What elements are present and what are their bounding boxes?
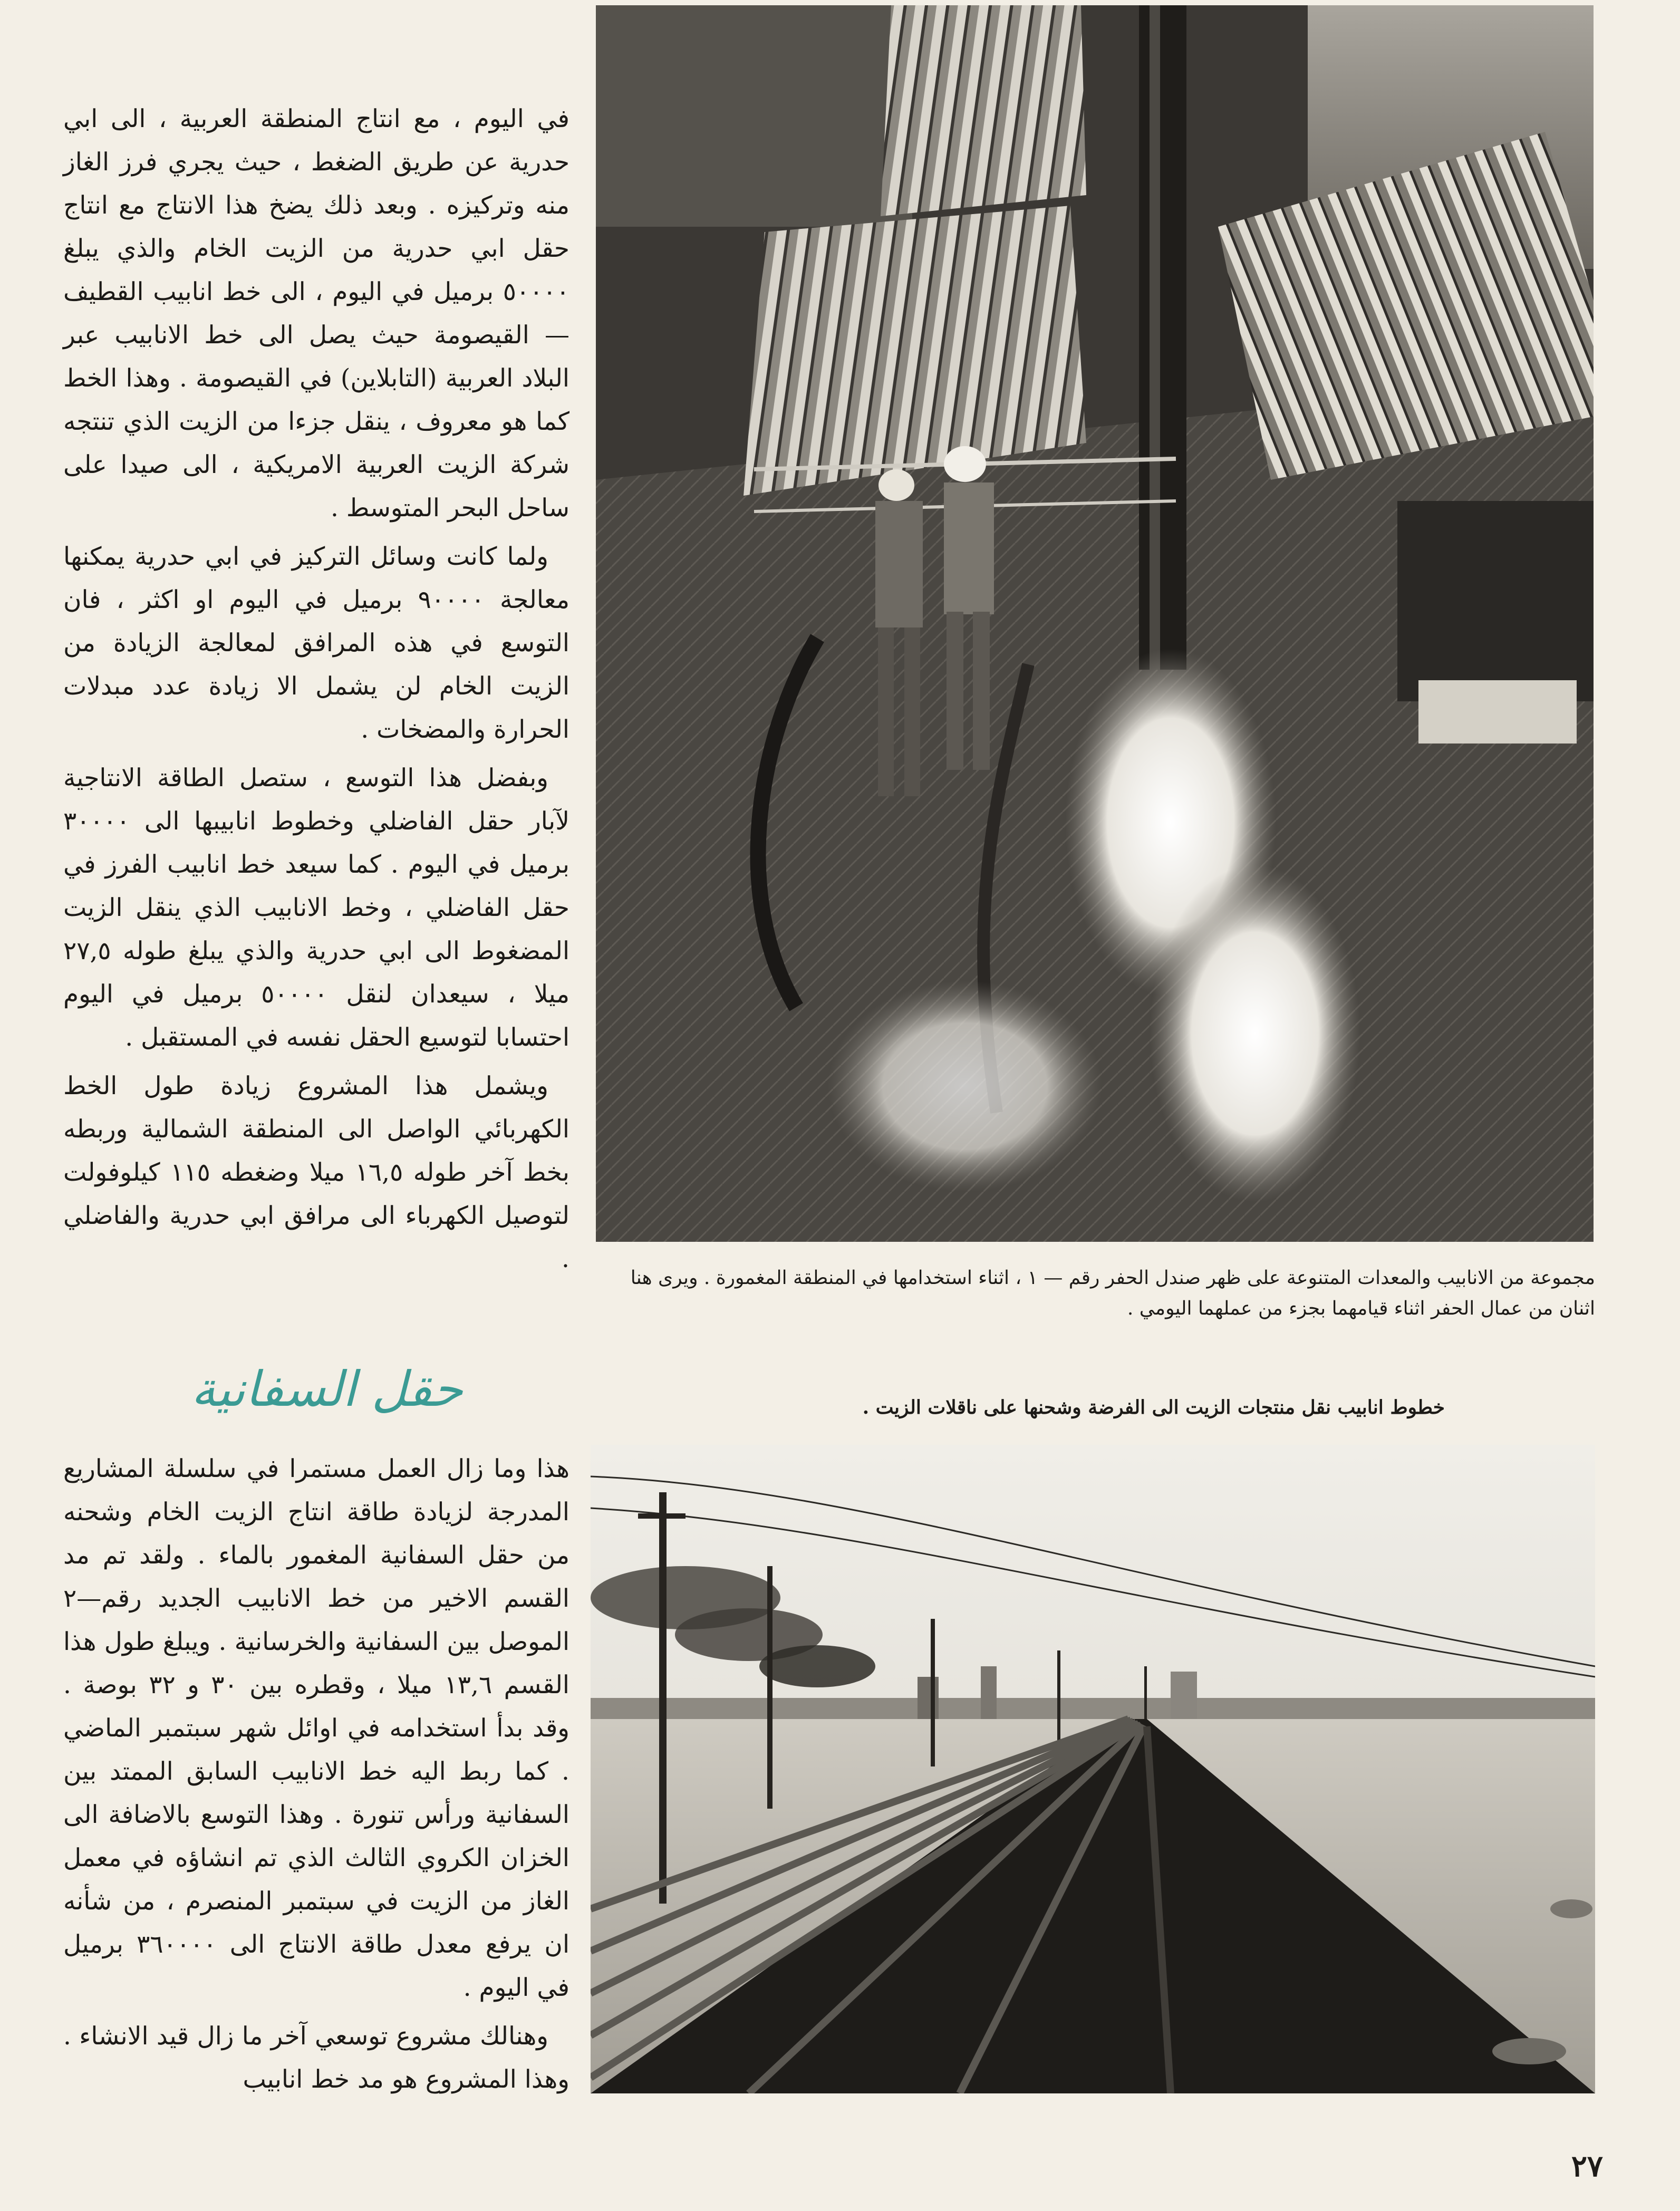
- paragraph: ولما كانت وسائل التركيز في ابي حدرية يمكنها معالجة ٩٠٠٠٠ برميل في اليوم او اكثر ، فان التوسع في هذه المرافق لمعالجة الزيادة من الزيت الخام لن يشمل الا زيادة عدد مبدلات الحرارة والمضخات .: [63, 542, 569, 744]
- pipelines-photo: [591, 1445, 1595, 2093]
- page-number: ٢٧: [1571, 2149, 1603, 2184]
- photo2-caption: خطوط انابيب نقل منتجات الزيت الى الفرضة وشحنها على ناقلات الزيت .: [862, 1396, 1445, 1418]
- photo1-caption: مجموعة من الانابيب والمعدات المتنوعة على ظهر صندل الحفر رقم — ١ ، اثناء استخدامها في المنطقة المغمورة . ويرى هنا اثنان من عمال الحفر اثناء قيامهما بجزء من عملهما اليومي .: [630, 1267, 1595, 1319]
- article-column-bottom: [63, 1447, 569, 2107]
- paragraph: ويشمل هذا المشروع زيادة طول الخط الكهربائي الواصل الى المنطقة الشمالية وربطه بخط آخر طوله ١٦,٥ ميلا وضغطه ١١٥ كيلوفولت لتوصيل الكهرباء الى مرافق ابي حدرية والفاضلي .: [63, 1071, 569, 1273]
- section-heading: حقل السفانية: [191, 1361, 463, 1417]
- paragraph: وهنالك مشروع توسعي آخر ما زال قيد الانشاء . وهذا المشروع هو مد خط انابيب: [63, 2022, 569, 2094]
- paragraph: في اليوم ، مع انتاج المنطقة العربية ، الى ابي حدرية عن طريق الضغط ، حيث يجري فرز الغاز منه وتركيزه . وبعد ذلك يضخ هذا الانتاج مع انتاج حقل ابي حدرية من الزيت الخام والذي يبلغ ٥٠٠٠٠ برميل في اليوم ، الى خط انابيب القطيف — القيصومة حيث يصل الى خط الانابيب عبر البلاد العربية (التابلاين) في القيصومة . وهذا الخط كما هو معروف ، ينقل جزءا من الزيت الذي تنتجه شركة الزيت العربية الامريكية ، الى صيدا على ساحل البحر المتوسط .: [63, 104, 569, 523]
- paragraph: هذا وما زال العمل مستمرا في سلسلة المشاريع المدرجة لزيادة طاقة انتاج الزيت الخام وشحنه من حقل السفانية المغمور بالماء . ولقد تم مد القسم الاخير من خط الانابيب الجديد رقم—٢ الموصل بين السفانية والخرسانية . ويبلغ طول هذا القسم ١٣,٦ ميلا ، وقطره بين ٣٠ و ٣٢ بوصة . وقد بدأ استخدامه في اوائل شهر سبتمبر الماضي . كما ربط اليه خط الانابيب السابق الممتد بين السفانية ورأس تنورة . وهذا التوسع بالاضافة الى الخزان الكروي الثالث الذي تم انشاؤه في معمل الغاز من الزيت في سبتمبر المنصرم ، من شأنه ان يرفع معدل طاقة الانتاج الى ٣٦٠٠٠٠ برميل في اليوم .: [63, 1454, 570, 2002]
- pipelines-image: [591, 1445, 1595, 2093]
- drilling-barge-photo: [596, 5, 1594, 1242]
- article-column-top: [63, 98, 569, 1286]
- drilling-barge-image: [596, 5, 1594, 1242]
- paragraph: وبفضل هذا التوسع ، ستصل الطاقة الانتاجية لآبار حقل الفاضلي وخطوط انابيبها الى ٣٠٠٠٠ برميل في اليوم . كما سيعد خط انابيب الفرز في حقل الفاضلي ، وخط الانابيب الذي ينقل الزيت المضغوط الى ابي حدرية والذي يبلغ طوله ٢٧,٥ ميلا ، سيعدان لنقل ٥٠٠٠٠ برميل في اليوم احتسابا لتوسيع الحقل نفسه في المستقبل .: [63, 764, 569, 1052]
